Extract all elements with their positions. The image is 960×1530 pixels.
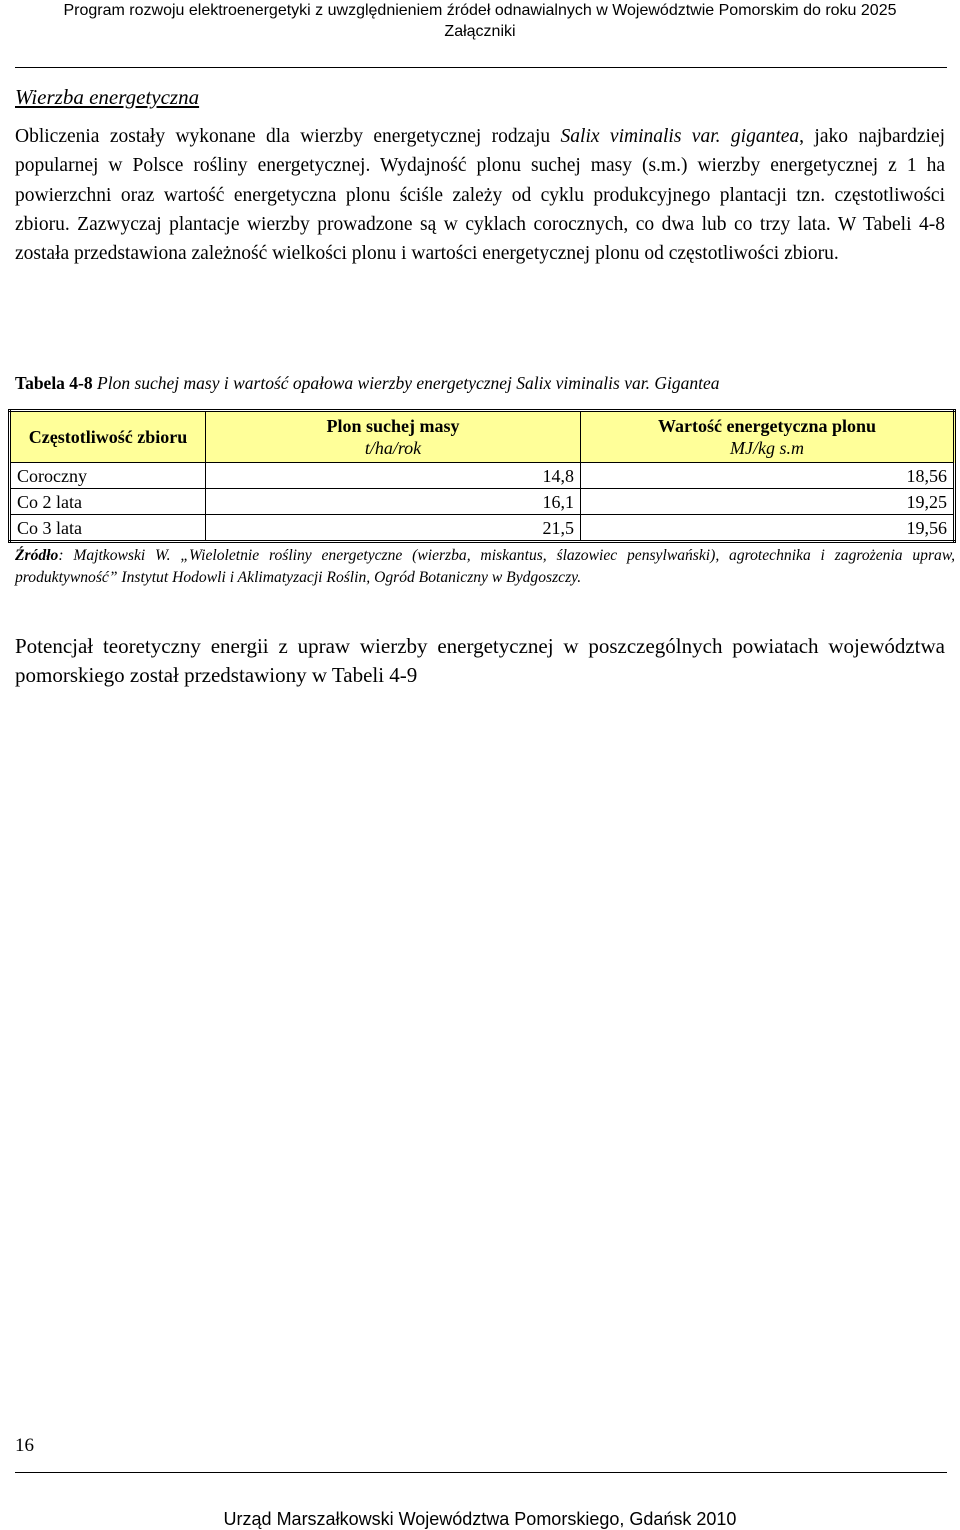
- header-program-title: Program rozwoju elektroenergetyki z uwzględnieniem źródeł odnawialnych w Województwie Pomorskim do roku 2025: [63, 2, 897, 19]
- row-energy-cell: 19,56: [581, 515, 955, 542]
- header-yield: [206, 411, 581, 463]
- table-header-row: [10, 411, 955, 463]
- page-header: [0, 0, 960, 42]
- section-title: Wierzba energetyczna: [15, 85, 200, 109]
- table-caption: [15, 372, 950, 394]
- row-frequency-cell: Co 2 lata: [10, 489, 206, 515]
- table-row: [10, 489, 955, 515]
- row-frequency-cell: Co 3 lata: [10, 515, 206, 542]
- table-caption-text: Plon suchej masy i wartość opałowa wierzby energetycznej Salix viminalis var. Gigantea: [97, 373, 720, 393]
- page-footer: Urząd Marszałkowski Województwa Pomorskiego, Gdańsk 2010: [223, 1509, 737, 1529]
- row-frequency-cell: Coroczny: [10, 463, 206, 489]
- header-energy-title: Wartość energetyczna plonu: [658, 416, 876, 436]
- header-energy-unit: MJ/kg s.m: [730, 438, 804, 458]
- table-source-note: [15, 545, 955, 589]
- header-section-label: Załączniki: [444, 23, 516, 40]
- species-name: Salix viminalis var. gigantea: [560, 126, 800, 147]
- intro-paragraph: [15, 122, 945, 268]
- intro-text-rest: , jako najbardziej popularnej w Polsce rośliny energetycznej. Wydajność plonu suchej masy (s.m.) wierzby energetycznej z 1 ha powierzchni oraz wartość energetyczna plonu ściśle zależy od cyklu produkcyjnego plantacji tzn. częstotliwości zbioru. Zazwyczaj plantacje wierzby prowadzone są w cyklach corocznych, co dwa lub co trzy lata. W Tabeli 4-8 została przedstawiona zależność wielkości plonu i wartości energetycznej plonu od częstotliwości zbioru.: [15, 126, 945, 265]
- row-energy-cell: 18,56: [581, 463, 955, 489]
- yield-table: [8, 409, 956, 543]
- table-row: [10, 515, 955, 542]
- row-yield-cell: 16,1: [206, 489, 581, 515]
- row-yield-cell: 14,8: [206, 463, 581, 489]
- intro-text-start: Obliczenia zostały wykonane dla wierzby energetycznej rodzaju: [15, 126, 561, 147]
- footer-divider: [15, 1472, 947, 1473]
- page-number: 16: [15, 1435, 34, 1456]
- header-frequency-title: Częstotliwość zbioru: [28, 427, 188, 447]
- table-row: [10, 463, 955, 489]
- closing-paragraph: Potencjał teoretyczny energii z upraw wierzby energetycznej w poszczególnych powiatach województwa pomorskiego został przedstawiony w Tabeli 4-9: [15, 634, 945, 687]
- header-yield-title: Plon suchej masy: [326, 416, 460, 436]
- header-frequency: [10, 411, 206, 463]
- source-text: : Majtkowski W. „Wieloletnie rośliny energetyczne (wierzba, miskantus, ślazowiec pensylwański), agrotechnika i zagrożenia upraw, produktywność” Instytut Hodowli i Aklimatyzacji Roślin, Ogród Botaniczny w Bydgoszczy.: [15, 547, 955, 586]
- source-label: Źródło: [15, 547, 59, 564]
- table-caption-label: Tabela 4-8: [15, 373, 93, 393]
- header-yield-unit: t/ha/rok: [364, 438, 422, 458]
- header-energy: [581, 411, 955, 463]
- row-energy-cell: 19,25: [581, 489, 955, 515]
- header-divider: [15, 67, 947, 68]
- row-yield-cell: 21,5: [206, 515, 581, 542]
